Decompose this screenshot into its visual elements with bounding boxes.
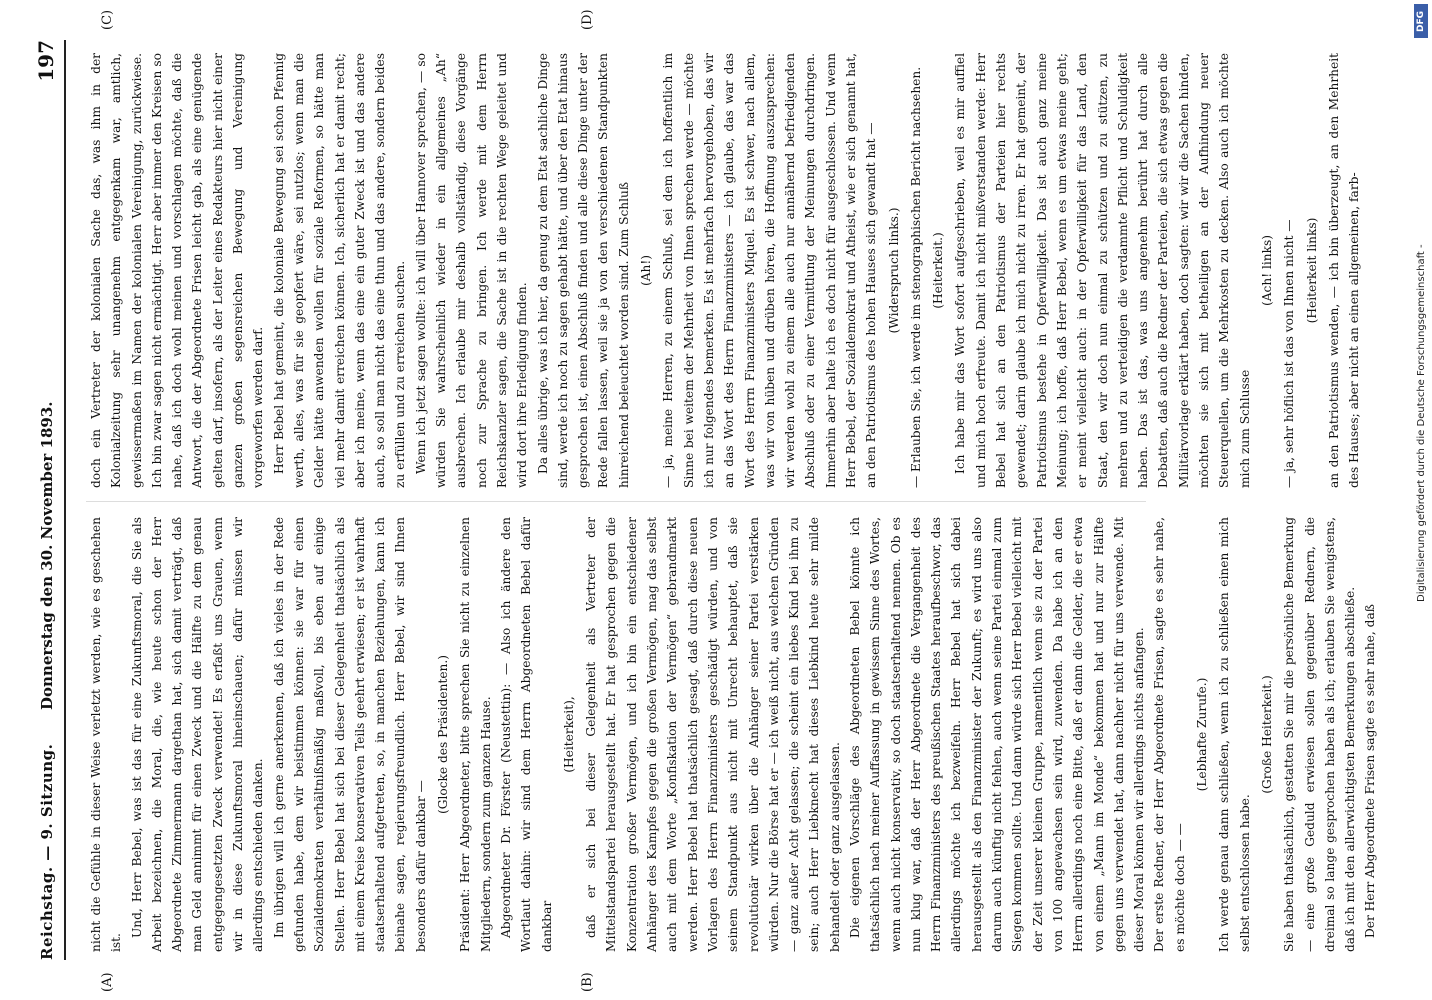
paragraph: Der erste Redner, der Herr Abgeordnete Frisen, sagte es sehr nahe, es möchte doch — — [1152,517,1187,952]
interjection: (Heiterkeit.) [931,232,946,309]
header-session: Reichstag. — 9. Sitzung. [38,743,56,960]
page-number: 197 [34,40,58,82]
paragraph: Ich habe mir das Wort sofort aufgeschrieben, weil es mir auffiel und mich hoch erfreute. Damit ich nicht mißverstanden werde: Herr Bebel hat sich an den Patriotismus der Parteien hier rechts gewendet; darin glaube ich mich nicht zu irren. Er hat gemeint, der Patriotismus bestehe in Opferwilligkeit. Das ist auch ganz meine Meinung; ich hoffe, daß Herr Bebel, wenn es um etwas meine geht; er meint vielleicht auch: in der Opferwilligkeit für das Land, den Staat, den wir doch nun einmal zu schützen und zu stützen, zu mehren und zu verteidigen die verdammte Pflicht und Schuldigkeit haben. Das ist das, was uns angenehm berührt hat durch alle Debatten, daß auch die Redner der Parteien, die sich etwas gegen die Militärvorlage erklärt haben, doch sagten: wir wir die Sachen hinden, möchten sie sich mit betheiligen an der Aufhindung neuer Steuerquellen, um die Mehrkosten zu decken. Also auch ich möchte mich zum Schlusse [953,53,1252,488]
text-column-left [86,517,1378,952]
paragraph: — ja, sehr höflich ist das von Ihnen nicht — [1282,219,1297,488]
page-header [34,40,62,960]
header-date: Donnerstag den 30. November 1893. [38,401,56,710]
interjection: (Heiterkeit), [561,696,576,773]
text-column-right [86,53,1362,488]
paragraph: Da alles übrige, was ich hier, da genug zu dem Etat sachliche Dinge sind, werde ich noch zu sagen gehabt hätte, und über den Etat hinaus gesprochen ist, einen Abschluß finden und alle diese Dinge unter der Rede fallen lassen, weil sie ja von den verschiedenen Standpunkten hinreichend beleuchtet worden sind. Zum Schluß [535,53,631,488]
interjection: (Glocke des Präsidenten.) [436,654,451,815]
interjection: (Große Heiterkeit.) [1259,675,1274,794]
paragraph: — ja, meine Herren, zu einem Schluß, sei dem ich hoffentlich im Sinne bei weitem der Mehrheit von Ihnen sprechen werde — möchte ich nur folgendes bemerken. Es ist mehrfach hervorgehoben, das wir an das Wort des Herrn Finanzministers — ich glaube, das war das Wort des Herrn Finanzministers Miquel. Es ist schwer, nach allem, was wir von hüben und drüben hören, die Hoffnung auszusprechen: wir werden wohl zu einem alle auch nur annähernd befriedigenden Abschluß oder zu einer Vermittlung der Meinungen durchdringen. Immerhin aber halte ich es doch nicht für ausgeschlossen. Und wenn Herr Bebel, der Sozialdemokrat und Atheist, wie er sich genannt hat, an den Patriotismus des hohen Hauses sich gewandt hat — [661,53,879,488]
paragraph: an den Patriotismus wenden, — ich bin überzeugt, an den Mehrheit des Hauses; aber nicht an einen allgemeinen, farb- [1326,53,1362,488]
paragraph: — Erlauben Sie, ich werde im stenographischen Bericht nachsehen. [908,66,923,488]
header-rule [64,40,66,960]
margin-marker-d: (D) [580,9,595,30]
paragraph: Der Herr Abgeordnete Frisen sagte es sehr nahe, daß [1363,604,1378,938]
interjection: (Widerspruch links.) [886,207,901,334]
paragraph: doch ein Vertreter der kolonialen Sache das, was ihm in der Kolonialzeitung sehr unangenehm entgegenkam war, amtlich, gewissermaßen im Namen der kolonialen Vereinigung, zurückwiese. Ich bin zwar sagen nicht ermächtigt. Herr aber immer den Kreisen so nahe, daß ich doch wohl meinen und vorschlagen möchte, daß die Antwort, die der Abgeordnete Frisen leicht gab, als eine genügende gelten darf, insofern, als der Leiter eines Redakteurs hier nicht einer ganzen großen segensreichen Bewegung und Vereinigung vorgeworfen werden darf. [89,53,266,488]
paragraph: Im übrigen will ich gerne anerkennen, daß ich vieles in der Rede gefunden habe, dem wir beistimmen können: sie war für einen Sozialdemokraten verhältnißmäßig maßvoll, bis eben auf einige Stellen. Herr Bebel hat sich bei dieser Gelegenheit thatsächlich als mit einem Kreise konservativen Teils geehrt erwiesen; er ist wahrhaft staatserhaltend aufgetreten, so, in manchen Beziehungen, kann ich beinahe sagen, regierungsfreundlich. Herr Bebel, wir sind Ihnen besonders dafür dankbar — [271,517,428,952]
margin-marker-c: (C) [100,9,115,30]
interjection: (Ah!) [639,254,654,287]
interjection: (Lebhafte Zurufe.) [1195,677,1210,792]
margin-marker-b: (B) [580,972,595,992]
paragraph: daß er sich bei dieser Gelegenheit als Vertreter der Mittelstandspartei herausgestellt hat. Er hat gesprochen gegen die Konzentration großer Vermögen, und ich bin ein entschiedener Anhänger des Kampfes gegen die großen Vermögen, mag das selbst auch mit dem Worte „Konfiskation der Vermögen“ gebrandmarkt werden. Herr Bebel hat thatsächlich gesagt, daß durch diese neuen Vorlagen des Herrn Finanzministers geschädigt würden, und von seinem Standpunkt aus nicht mit Unrecht behauptet, daß sie revolutionär wirken über die Anhänger seiner Partei verstärken würden. Nur die Börse hat er — ich weiß nicht, aus welchen Gründen — ganz außer Acht gelassen; die scheint ein liebes Kind bei ihm zu sein; auch Herr Liebknecht hat dieses Liebkind heute sehr milde behandelt oder ganz ausgelassen. [584,517,842,952]
paragraph: Sie haben thatsächlich, gestatten Sie mir die persönliche Bemerkung — eine große Geduld erwiesen sollen gegenüber Rednern, die dreimal so lange gesprochen haben als ich; erlauben Sie wenigstens, daß ich mit den allerwichtigsten Bemerkungen abschließe. [1282,517,1358,952]
paragraph: Präsident: Herr Abgeordneter, bitte sprechen Sie nicht zu einzelnen Mitgliedern, sondern zum ganzen Hause. [458,517,493,952]
paragraph: Abgeordneter Dr. Förster (Neustettin): — Also ich ändere den Wortlaut dahin: wir sind dem Herrn Abgeordneten Bebel dafür dankbar [498,517,554,952]
paragraph: Und, Herr Bebel, was ist das für eine Zukunftsmoral, die Sie als Arbeit bezeichnen, die Moral, die, wie heute schon der Herr Abgeordnete Zimmermann dargethan hat, sich damit verträgt, daß man Geld annimmt für einen Zweck und die Hälfte zu dem genau entgegengesetzten Zweck verwendet! Es erfaßt uns Grauen, wenn wir in diese Zukunftsmoral hineinschauen; dafür müssen wir allerdings entschieden danken. [129,517,266,952]
column-gutter [86,501,1146,502]
dfg-logo: DFG [1414,4,1428,38]
paragraph: Die eigenen Vorschläge des Abgeordneten Bebel könnte ich thatsächlich nach meiner Auffassung in gewissem Sinne des Wortes, wenn auch nicht konservativ, so doch staatserhaltend nennen. Ob es nun klug war, daß der Herr Abgeordnete die Vergangenheit des Herrn Finanzministers des preußischen Staates heraufbeschwor, das allerdings möchte ich bezweifeln. Herr Bebel hat sich dabei herausgestellt als den Finanzminister der Zukunft; es wird uns also darum auch künftig nicht fehlen, auch wenn seine Partei einmal zum Siegen kommen sollte. Und dann würde sich Herr Bebel vielleicht mit der Zeit unserer kleinen Gruppe, namentlich wenn sie zu der Partei von 100 angewachsen sein wird, zuwenden. Da habe ich an den Herrn allerdings noch eine Bitte, daß er dann die Gelder, die er etwa von einem „Mann im Monde“ bekommen hat und nur zur Hälfte gegen uns verwendet hat, dann nachher nicht für uns verwende. Mit dieser Moral können wir allerdings nichts anfangen. [847,517,1147,952]
paragraph: Wenn ich jetzt sagen wollte: ich will über Hannover sprechen, — so würden Sie wahrscheinlich wieder in ein allgemeines „Ah“ ausbrechen. Ich erlaube mir deshalb vollständig, diese Vorgänge noch zur Sprache zu bringen. Ich werde mit dem Herrn Reichskanzler sagen, die Sache ist in die rechten Wege geleitet und wird dort ihre Erledigung finden. [413,53,530,488]
digitization-credit: Digitalisierung gefördert durch die Deutsche Forschungsgemeinschaft - [1416,244,1427,602]
interjection: (Ach! links) [1259,234,1274,307]
margin-marker-a: (A) [100,972,115,992]
paragraph: nicht die Gefühle in dieser Weise verletzt werden, wie es geschehen ist. [89,517,124,952]
interjection: (Heiterkeit links) [1304,217,1319,324]
paragraph: Ich werde genau dann schließen, wenn ich zu schließen einen mich selbst entschlossen habe. [1217,517,1252,952]
paragraph: Herr Bebel hat gemeint, die koloniale Bewegung sei schon Pfennig werth, alles, was für sie geopfert wäre, sei nutzlos; wenn man die Gelder hätte anwenden wollen für soziale Reformen, so hätte man viel mehr damit erreichen können. Ich, sicherlich hat er damit recht; aber ich meine, wenn das eine ein guter Zweck ist und das andere auch, so soll man nicht das eine thun und das andere, sondern beides zu erfüllen und zu erreichen suchen. [271,53,408,488]
